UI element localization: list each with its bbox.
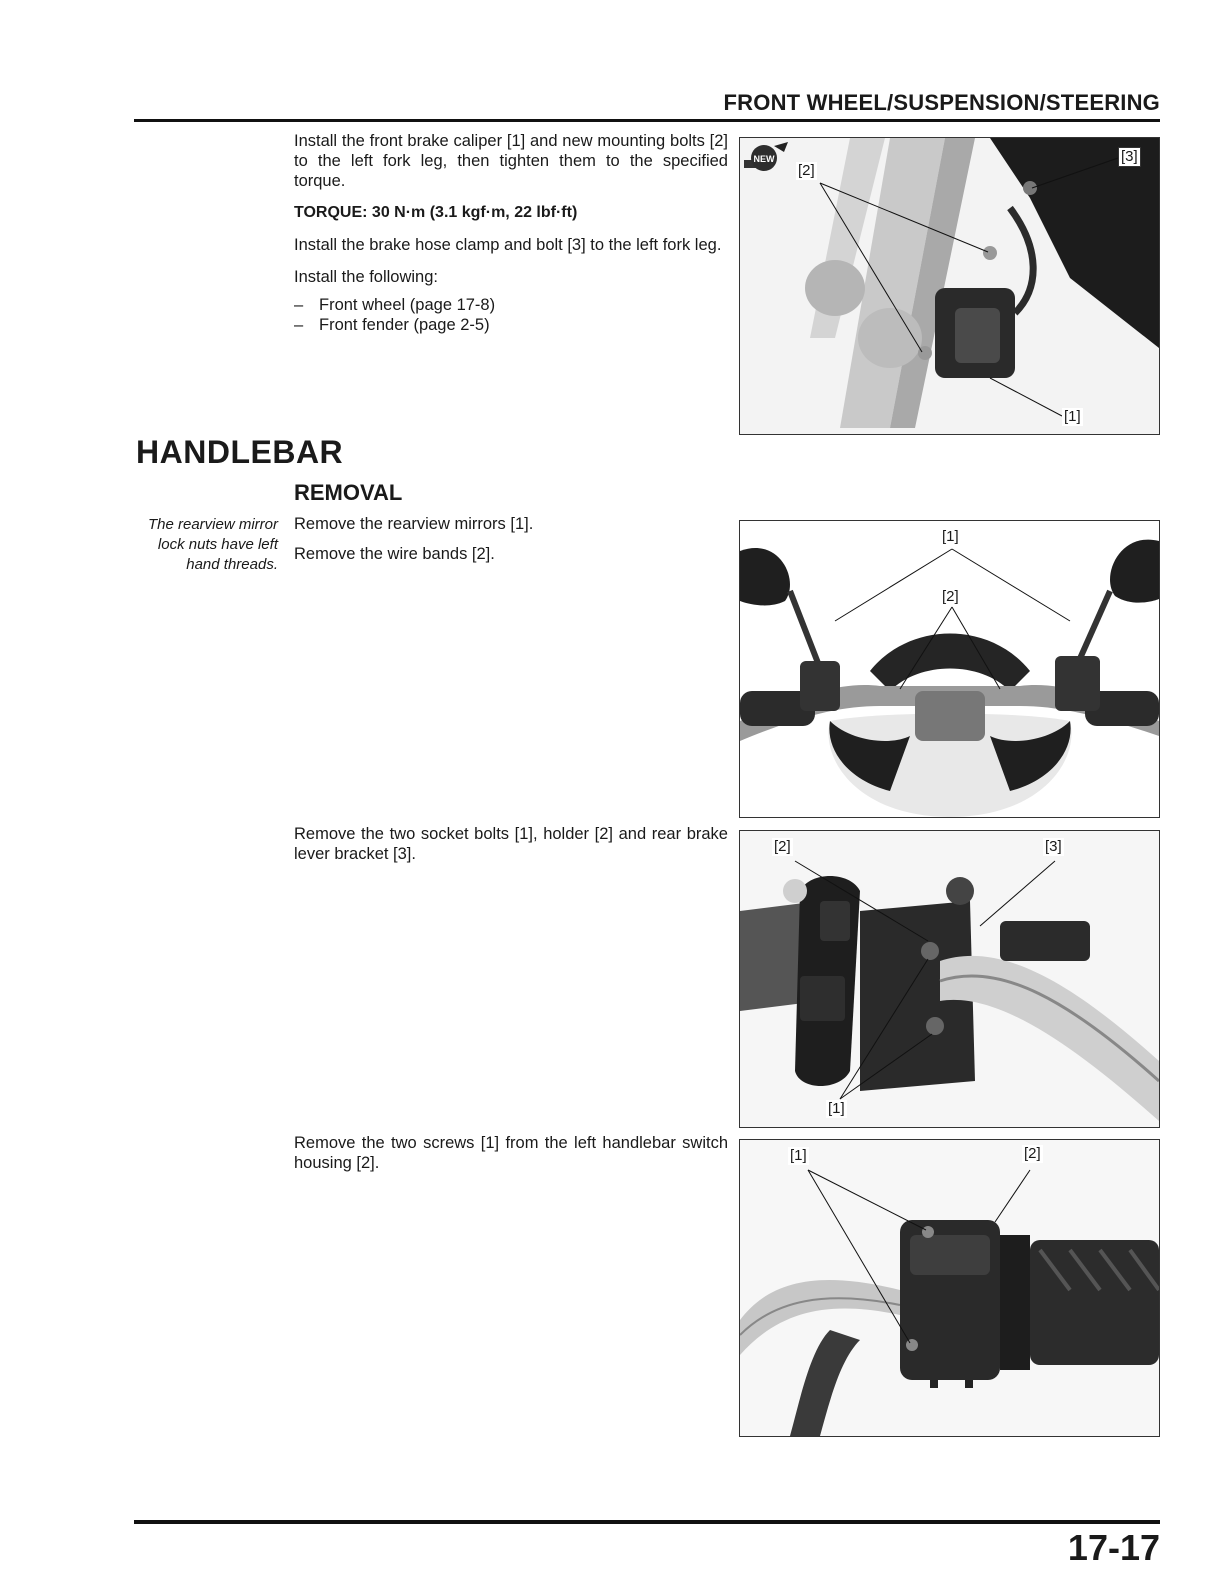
callout-label: [3] xyxy=(1045,838,1062,855)
page-header-title: FRONT WHEEL/SUSPENSION/STEERING xyxy=(723,90,1160,115)
brake-lever-bracket-photo xyxy=(740,831,1159,1127)
switch-housing-photo xyxy=(740,1140,1159,1436)
callout-label: [2] xyxy=(798,162,815,179)
callout-label: [1] xyxy=(1064,408,1081,425)
callout-label: [1] xyxy=(790,1147,807,1164)
intro-text-block xyxy=(294,131,728,335)
callout-label: [2] xyxy=(774,838,791,855)
install-list xyxy=(294,295,728,335)
torque-spec: TORQUE: 30 N·m (3.1 kgf·m, 22 lbf·ft) xyxy=(294,204,578,221)
callout-label: [1] xyxy=(942,528,959,545)
figure-brake-lever-bracket xyxy=(739,830,1160,1128)
figure-handlebar-mirrors xyxy=(739,520,1160,818)
intro-paragraph-2: Install the brake hose clamp and bolt [3] to the left fork leg. xyxy=(294,236,722,254)
section-title: HANDLEBAR xyxy=(136,434,344,470)
step-2-text: Remove the two socket bolts [1], holder [2] and rear brake lever bracket [3]. xyxy=(294,825,728,863)
figure-switch-housing xyxy=(739,1139,1160,1437)
list-item: – Front wheel (page 17-8) xyxy=(294,296,496,314)
page-number: 17-17 xyxy=(1067,1527,1160,1568)
step-3-text: Remove the two screws [1] from the left handlebar switch housing [2]. xyxy=(294,1134,728,1172)
side-note: The rearview mirror lock nuts have left hand threads. xyxy=(147,516,278,573)
step-1b: Remove the wire bands [2]. xyxy=(294,545,495,563)
subsection-title: REMOVAL xyxy=(294,480,403,505)
callout-label: [1] xyxy=(828,1100,845,1117)
list-item: – Front fender (page 2-5) xyxy=(294,316,490,334)
handlebar-mirrors-photo xyxy=(740,521,1159,817)
callout-label: [2] xyxy=(942,588,959,605)
step-1a: Remove the rearview mirrors [1]. xyxy=(294,515,534,533)
header-rule xyxy=(134,119,1160,122)
callout-label: [2] xyxy=(1024,1145,1041,1162)
new-badge-text: NEW xyxy=(753,154,775,164)
step-1-text xyxy=(294,514,728,576)
footer-rule xyxy=(134,1520,1160,1524)
figure-brake-caliper xyxy=(739,137,1160,435)
brake-caliper-photo xyxy=(740,138,1159,434)
intro-paragraph-1: Install the front brake caliper [1] and new mounting bolts [2] to the left fork leg, then tighten them to the specified torque. xyxy=(294,132,728,190)
callout-label: [3] xyxy=(1118,147,1141,167)
intro-paragraph-3: Install the following: xyxy=(294,268,438,286)
